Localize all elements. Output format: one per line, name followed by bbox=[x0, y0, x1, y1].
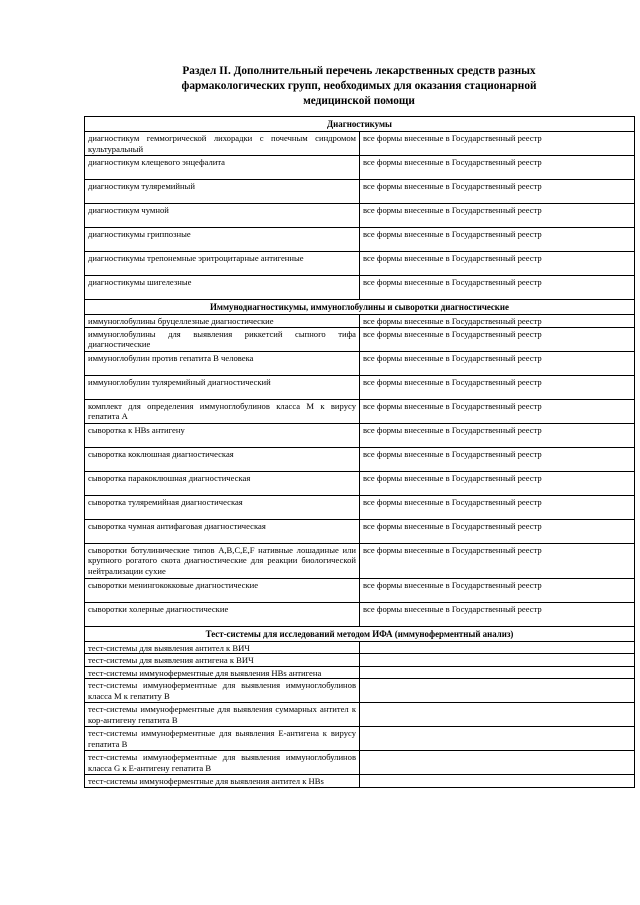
table-row bbox=[85, 375, 635, 399]
item-form-cell: все формы внесенные в Государственный реестр bbox=[360, 423, 635, 447]
item-name-cell: сыворотки ботулинические типов А,В,С,Е,F нативные лошадиные или крупного рогатого скота диагностические для реакции биологической нейтрализации сухие bbox=[85, 543, 360, 578]
table-row bbox=[85, 727, 635, 751]
section-header: Тест-системы для исследований методом ИФА (иммуноферментный анализ) bbox=[85, 626, 635, 641]
item-name-cell: диагностикум туляремийный bbox=[85, 180, 360, 204]
item-form-cell: все формы внесенные в Государственный реестр bbox=[360, 228, 635, 252]
item-name-cell: тест-системы для выявления антигена к ВИЧ bbox=[85, 654, 360, 667]
item-form-cell: все формы внесенные в Государственный реестр bbox=[360, 495, 635, 519]
item-form-cell bbox=[360, 751, 635, 775]
item-form-cell bbox=[360, 666, 635, 679]
item-name-cell: тест-системы иммуноферментные для выявления иммуноглобулинов класса М к гепатиту В bbox=[85, 679, 360, 703]
item-form-cell: все формы внесенные в Государственный реестр bbox=[360, 602, 635, 626]
item-form-cell bbox=[360, 775, 635, 788]
section-header-row bbox=[85, 626, 635, 641]
item-name-cell: иммуноглобулины бруцеллезные диагностические bbox=[85, 315, 360, 328]
item-form-cell: все формы внесенные в Государственный реестр bbox=[360, 315, 635, 328]
item-form-cell bbox=[360, 703, 635, 727]
table-row bbox=[85, 423, 635, 447]
item-name-cell: сыворотки холерные диагностические bbox=[85, 602, 360, 626]
item-form-cell: все формы внесенные в Государственный реестр bbox=[360, 399, 635, 423]
item-name-cell: сыворотка паракоклюшная диагностическая bbox=[85, 471, 360, 495]
table-row bbox=[85, 132, 635, 156]
item-form-cell: все формы внесенные в Государственный реестр bbox=[360, 156, 635, 180]
table-row bbox=[85, 519, 635, 543]
item-name-cell: сыворотка чумная антифаговая диагностическая bbox=[85, 519, 360, 543]
item-name-cell: сыворотка коклюшная диагностическая bbox=[85, 447, 360, 471]
drug-list-table bbox=[84, 116, 635, 788]
table-row bbox=[85, 399, 635, 423]
page-title bbox=[84, 64, 634, 109]
item-name-cell: диагностикумы шигелезные bbox=[85, 276, 360, 300]
title-line-3: медицинской помощи bbox=[303, 95, 415, 107]
item-form-cell: все формы внесенные в Государственный реестр bbox=[360, 471, 635, 495]
section-header: Иммунодиагностикумы, иммуноглобулины и сыворотки диагностические bbox=[85, 300, 635, 315]
item-form-cell: все формы внесенные в Государственный реестр bbox=[360, 180, 635, 204]
item-form-cell: все формы внесенные в Государственный реестр bbox=[360, 351, 635, 375]
item-name-cell: иммуноглобулины для выявления риккетсий сыпного тифа диагностические bbox=[85, 327, 360, 351]
item-form-cell bbox=[360, 727, 635, 751]
item-name-cell: диагностикумы гриппозные bbox=[85, 228, 360, 252]
item-name-cell: диагностикум чумной bbox=[85, 204, 360, 228]
table-row bbox=[85, 543, 635, 578]
table-row bbox=[85, 471, 635, 495]
section-header: Диагностикумы bbox=[85, 117, 635, 132]
item-form-cell: все формы внесенные в Государственный реестр bbox=[360, 204, 635, 228]
item-form-cell bbox=[360, 654, 635, 667]
item-name-cell: сыворотка к HBs антигену bbox=[85, 423, 360, 447]
item-form-cell: все формы внесенные в Государственный реестр bbox=[360, 252, 635, 276]
table-row bbox=[85, 156, 635, 180]
item-form-cell: все формы внесенные в Государственный реестр bbox=[360, 375, 635, 399]
item-name-cell: комплект для определения иммуноглобулинов класса М к вирусу гепатита А bbox=[85, 399, 360, 423]
table-row bbox=[85, 775, 635, 788]
table-row bbox=[85, 641, 635, 654]
table-row bbox=[85, 180, 635, 204]
title-line-1: Раздел II. Дополнительный перечень лекарственных средств разных bbox=[182, 65, 536, 77]
item-name-cell: диагностикумы трепонемные эритроцитарные антигенные bbox=[85, 252, 360, 276]
table-row bbox=[85, 447, 635, 471]
item-form-cell: все формы внесенные в Государственный реестр bbox=[360, 276, 635, 300]
table-row bbox=[85, 602, 635, 626]
item-form-cell: все формы внесенные в Государственный реестр bbox=[360, 578, 635, 602]
table-row bbox=[85, 351, 635, 375]
table-row bbox=[85, 327, 635, 351]
table-row bbox=[85, 679, 635, 703]
item-name-cell: иммуноглобулин против гепатита В человека bbox=[85, 351, 360, 375]
table-row bbox=[85, 228, 635, 252]
table-row bbox=[85, 276, 635, 300]
item-form-cell bbox=[360, 679, 635, 703]
table-row bbox=[85, 703, 635, 727]
item-form-cell: все формы внесенные в Государственный реестр bbox=[360, 543, 635, 578]
item-form-cell: все формы внесенные в Государственный реестр bbox=[360, 519, 635, 543]
item-name-cell: сыворотки менингококковые диагностические bbox=[85, 578, 360, 602]
item-name-cell: иммуноглобулин туляремийный диагностический bbox=[85, 375, 360, 399]
table-row bbox=[85, 654, 635, 667]
table-row bbox=[85, 315, 635, 328]
item-name-cell: тест-системы иммуноферментные для выявления HBs антигена bbox=[85, 666, 360, 679]
table-row bbox=[85, 252, 635, 276]
item-name-cell: диагностикум геммогрической лихорадки с почечным синдромом культуральный bbox=[85, 132, 360, 156]
item-form-cell: все формы внесенные в Государственный реестр bbox=[360, 327, 635, 351]
item-form-cell: все формы внесенные в Государственный реестр bbox=[360, 447, 635, 471]
item-form-cell bbox=[360, 641, 635, 654]
title-line-2: фармакологических групп, необходимых для оказания стационарной bbox=[181, 80, 537, 92]
item-name-cell: тест-системы иммуноферментные для выявления иммуноглобулинов класса G к Е-антигену гепатита В bbox=[85, 751, 360, 775]
section-header-row bbox=[85, 300, 635, 315]
table-row bbox=[85, 751, 635, 775]
item-form-cell: все формы внесенные в Государственный реестр bbox=[360, 132, 635, 156]
table-row bbox=[85, 204, 635, 228]
item-name-cell: тест-системы иммуноферментные для выявления суммарных антител к кор-антигену гепатита В bbox=[85, 703, 360, 727]
item-name-cell: тест-системы иммуноферментные для выявления Е-антигена к вирусу гепатита В bbox=[85, 727, 360, 751]
item-name-cell: сыворотка туляремийная диагностическая bbox=[85, 495, 360, 519]
table-row bbox=[85, 666, 635, 679]
table-row bbox=[85, 578, 635, 602]
item-name-cell: тест-системы иммуноферментные для выявления антител к HBs bbox=[85, 775, 360, 788]
item-name-cell: тест-системы для выявления антител к ВИЧ bbox=[85, 641, 360, 654]
table-row bbox=[85, 495, 635, 519]
section-header-row bbox=[85, 117, 635, 132]
item-name-cell: диагностикум клещевого энцефалита bbox=[85, 156, 360, 180]
